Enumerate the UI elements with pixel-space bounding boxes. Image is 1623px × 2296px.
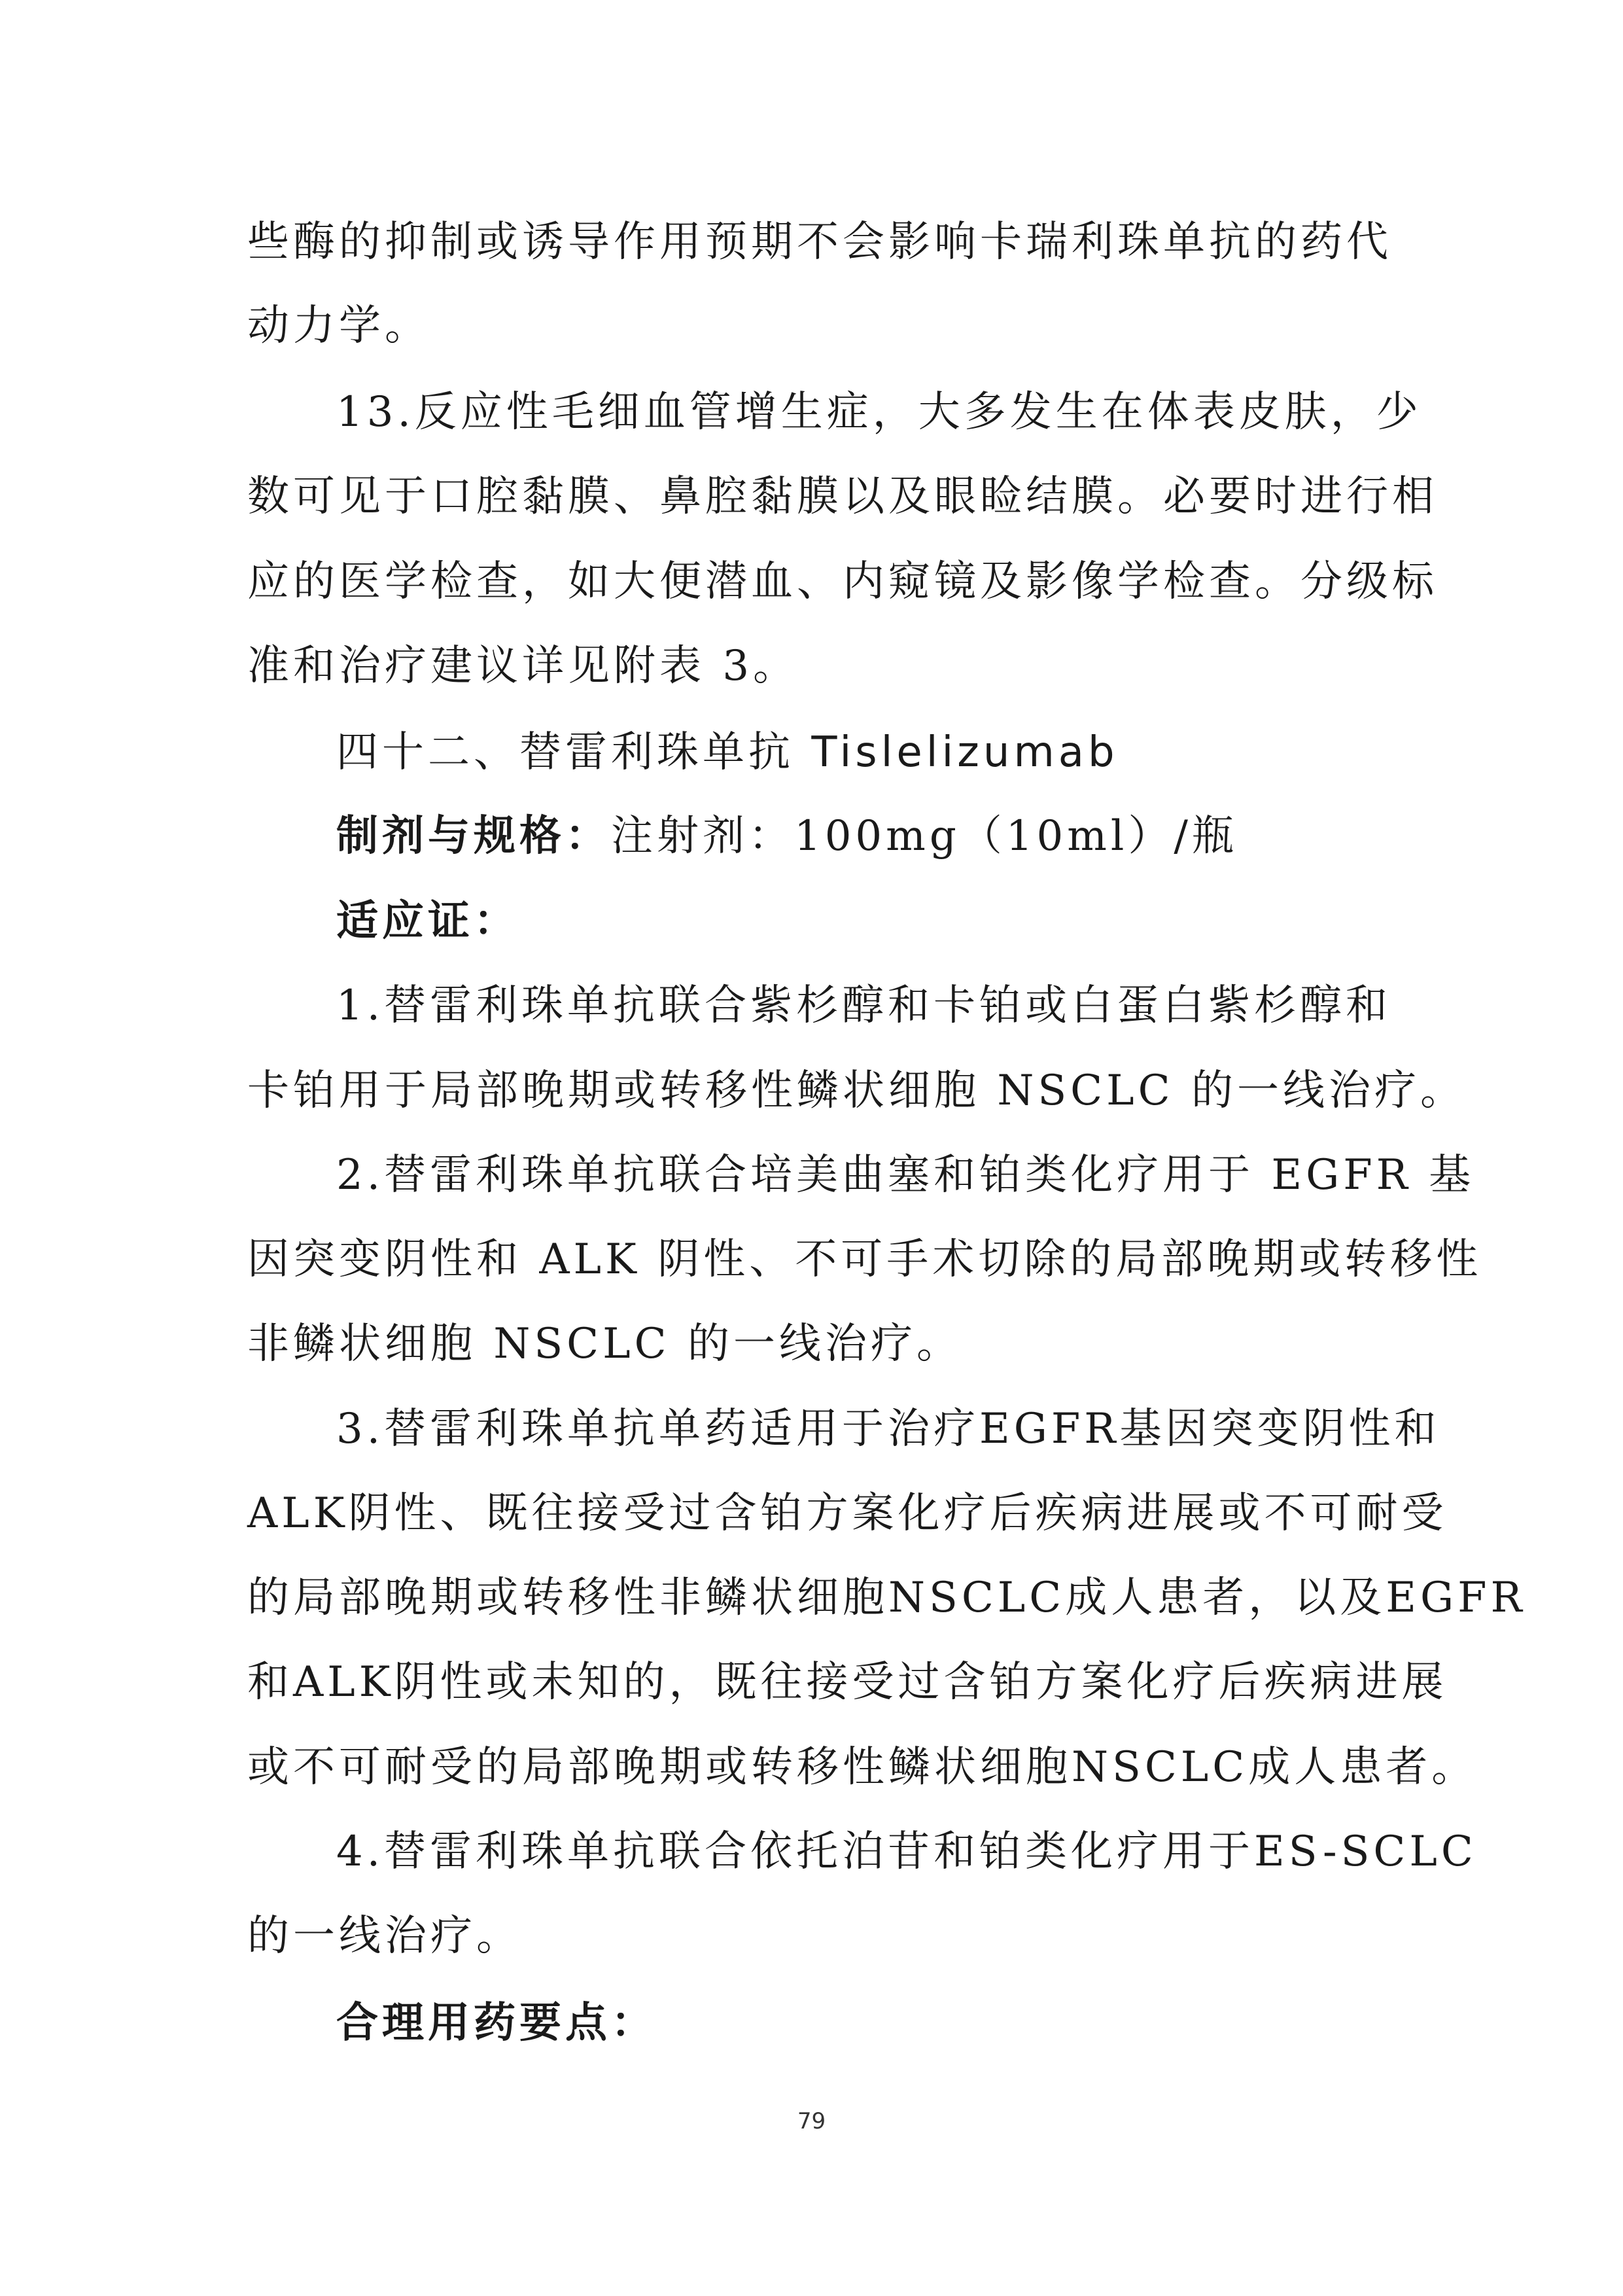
paragraph-line: 非鳞状细胞 NSCLC 的一线治疗。 bbox=[247, 1320, 962, 1368]
paragraph-line: 13.反应性毛细血管增生症，大多发生在体表皮肤，少 bbox=[336, 388, 1422, 436]
paragraph-line: 或不可耐受的局部晚期或转移性鳞状细胞NSCLC成人患者。 bbox=[247, 1743, 1478, 1792]
paragraph-line: ALK阴性、既往接受过含铂方案化疗后疾病进展或不可耐受 bbox=[247, 1489, 1448, 1538]
paragraph-line: 应的医学检查，如大便潜血、内窥镜及影像学检查。分级标 bbox=[247, 557, 1438, 606]
indication-heading: 适应证： bbox=[336, 897, 519, 945]
section-heading bbox=[336, 726, 1386, 779]
page-number: 79 bbox=[797, 2108, 826, 2134]
paragraph-line: 些酶的抑制或诱导作用预期不会影响卡瑞利珠单抗的药代 bbox=[247, 218, 1392, 266]
rational-use-heading: 合理用药要点： bbox=[336, 1999, 657, 2047]
specification-label: 制剂与规格： bbox=[336, 812, 611, 860]
paragraph-line: 1.替雷利珠单抗联合紫杉醇和卡铂或白蛋白紫杉醇和 bbox=[336, 981, 1392, 1030]
paragraph-line: 2.替雷利珠单抗联合培美曲塞和铂类化疗用于 EGFR 基 bbox=[336, 1151, 1475, 1199]
paragraph-line: 卡铂用于局部晚期或转移性鳞状细胞 NSCLC 的一线治疗。 bbox=[247, 1067, 1466, 1115]
paragraph-line: 的局部晚期或转移性非鳞状细胞NSCLC成人患者，以及EGFR bbox=[247, 1574, 1526, 1622]
specification-value: 注射剂：100mg（10ml）/瓶 bbox=[611, 812, 1238, 860]
paragraph-line: 的一线治疗。 bbox=[247, 1912, 522, 1960]
paragraph-line: 3.替雷利珠单抗单药适用于治疗EGFR基因突变阴性和 bbox=[336, 1405, 1440, 1453]
specification-line bbox=[336, 810, 1386, 862]
paragraph-line: 准和治疗建议详见附表 3。 bbox=[247, 642, 799, 690]
paragraph-line: 4.替雷利珠单抗联合依托泊苷和铂类化疗用于ES-SCLC bbox=[336, 1828, 1477, 1876]
paragraph-line: 因突变阴性和 ALK 阴性、不可手术切除的局部晚期或转移性 bbox=[247, 1235, 1482, 1284]
section-heading-text: 四十二、替雷利珠单抗 Tislelizumab bbox=[336, 728, 1119, 777]
paragraph-line: 动力学。 bbox=[247, 302, 430, 350]
paragraph-line: 和ALK阴性或未知的，既往接受过含铂方案化疗后疾病进展 bbox=[247, 1658, 1448, 1706]
paragraph-line: 数可见于口腔黏膜、鼻腔黏膜以及眼睑结膜。必要时进行相 bbox=[247, 472, 1438, 521]
